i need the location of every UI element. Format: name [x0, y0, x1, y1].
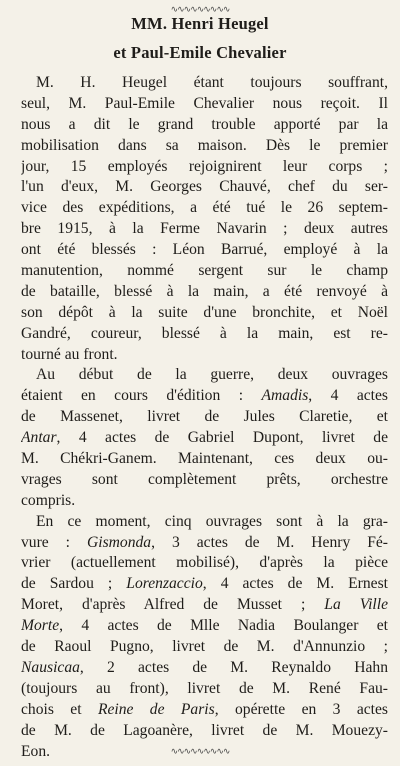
text-line: Moret, d'après Alfred de Musset ; La Ville	[21, 596, 388, 614]
text-line: (toujours au front), livret de M. René Fau-	[21, 679, 388, 697]
text-line: de bataille, blessé à la main, a été renvoyé à	[21, 282, 388, 300]
bottom-ornament: ∿∿∿∿∿∿∿∿∿	[170, 746, 230, 756]
work-title: Nausicaa	[21, 658, 80, 676]
article-body	[21, 73, 388, 762]
work-title: Gismonda	[86, 533, 152, 551]
work-title: Reine de Paris	[97, 700, 215, 718]
work-title: Amadis	[261, 387, 309, 405]
text-line: chois et Reine de Paris, opérette en 3 actes	[21, 700, 388, 718]
text-line: vrages sont complètement prêts, orchestre	[21, 470, 388, 488]
text-line: vure : Gismonda, 3 actes de M. Henry Fé-	[21, 533, 388, 551]
text-line: Au début de la guerre, deux ouvrages	[36, 366, 388, 384]
text-line: nous a dit le grand trouble apporté par la	[21, 115, 388, 133]
text-line: Gandré, coureur, blessé à la main, est re-	[21, 324, 388, 342]
text-line: jour, 15 employés rejoignirent leur corps ;	[21, 157, 388, 175]
text-line: l'un d'eux, M. Georges Chauvé, chef du ser-	[21, 178, 388, 196]
top-ornament: ∿∿∿∿∿∿∿∿∿	[170, 4, 230, 14]
work-title: Lorenzaccio	[126, 575, 203, 593]
text-line: étaient en cours d'édition : Amadis, 4 actes	[21, 387, 388, 405]
text-line: de Raoul Pugno, livret de M. d'Annunzio ;	[21, 638, 388, 656]
text-line: de M. de Lagoanère, livret de M. Mouezy-	[21, 721, 388, 739]
heading-line-2: et Paul-Emile Chevalier	[113, 43, 287, 62]
text-line: compris.	[21, 491, 76, 509]
work-title: Morte	[21, 617, 60, 635]
text-line: vrier (actuellement mobilisé), d'après la pièce	[21, 554, 388, 572]
text-line: manutention, nommé sergent sur le champ	[21, 262, 388, 280]
text-line: Nausicaa, 2 actes de M. Reynaldo Hahn	[21, 658, 388, 676]
text-line: M. H. Heugel étant toujours souffrant,	[36, 74, 388, 91]
text-line: En ce moment, cinq ouvrages sont à la gra-	[36, 512, 388, 530]
work-title: Antar	[21, 429, 57, 447]
text-line: mobilisation dans sa maison. Dès le premier	[21, 136, 388, 154]
text-line: de Massenet, livret de Jules Claretie, et	[21, 408, 388, 426]
text-line: Eon.	[21, 742, 51, 760]
text-line: bre 1915, à la Ferme Navarin ; deux autres	[21, 220, 388, 238]
text-line: son dépôt à la suite d'une bronchite, et Noël	[21, 303, 388, 321]
text-line: vice des expéditions, a été tué le 26 septem-	[21, 199, 388, 217]
text-line: seul, M. Paul-Emile Chevalier nous reçoit. Il	[21, 94, 388, 112]
heading-line-1: MM. Henri Heugel	[131, 14, 269, 33]
text-line: M. Chékri-Ganem. Maintenant, ces deux ou-	[21, 450, 388, 468]
text-line: tourné au front.	[21, 345, 118, 363]
text-line: ont été blessés : Léon Barrué, employé à la	[21, 241, 388, 259]
text-line: de Sardou ; Lorenzaccio, 4 actes de M. Ernest	[21, 575, 388, 593]
text-line: Morte, 4 actes de Mlle Nadia Boulanger et	[21, 617, 388, 635]
text-line: Antar, 4 actes de Gabriel Dupont, livret de	[21, 429, 388, 447]
work-title: La Ville	[324, 596, 388, 614]
